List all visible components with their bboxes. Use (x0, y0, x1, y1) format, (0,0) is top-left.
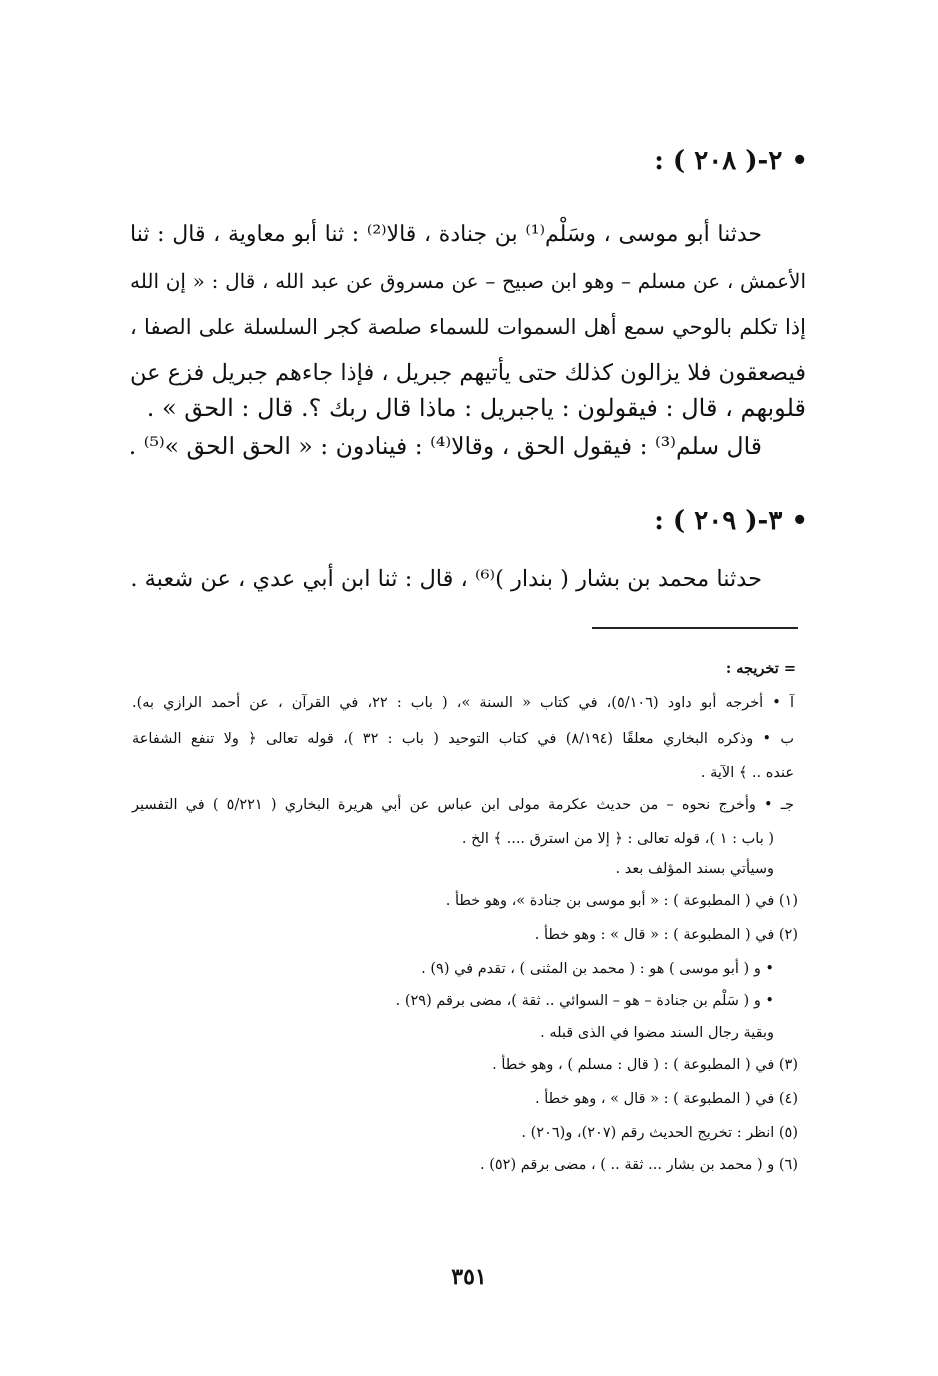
hadith-208-line-1: حدثنا أبو موسى ، وسَلْم⁽¹⁾ بن جنادة ، قالا⁽²⁾ : ثنا أبو معاوية ، قال : ثنا (130, 222, 762, 247)
hadith-209-line-1: حدثنا محمد بن بشار ( بندار )⁽⁶⁾ ، قال : ثنا ابن أبي عدي ، عن شعبة . (130, 566, 762, 592)
hadith-208-line-6: قال سلم⁽³⁾ : فيقول الحق ، وقالا⁽⁴⁾ : فينادون : « الحق الحق »⁽⁵⁾ . (128, 432, 762, 460)
footnote-line: ب • وذكره البخاري معلقًا (٨/١٩٤) في كتاب التوحيد ( باب : ٣٢ )، قوله تعالى ﴿ ولا تنفع الشفاعة (132, 731, 794, 747)
footnote-line: وسيأتي بسند المؤلف بعد . (615, 861, 774, 877)
footnote-line: وبقية رجال السند مضوا في الذى قبله . (540, 1025, 774, 1041)
footnote-separator (592, 627, 798, 629)
hadith-heading-209: • ٣-( ٢٠٩ ) : (654, 506, 808, 536)
hadith-208-line-5: قلوبهم ، قال : فيقولون : ياجبريل : ماذا قال ربك ؟. قال : الحق » . (146, 394, 806, 422)
footnote-line: (٥) انظر : تخريج الحديث رقم (٢٠٧)، و(٢٠٦) . (521, 1125, 798, 1141)
hadith-208-line-3: إذا تكلم بالوحي سمع أهل السموات للسماء صلصة كجر السلسلة على الصفا ، (130, 315, 806, 339)
hadith-208-line-2: الأعمش ، عن مسلم – وهو ابن صبيح – عن مسروق عن عبد الله ، قال : « إن الله (130, 269, 806, 293)
hadith-heading-208: • ٢-( ٢٠٨ ) : (654, 146, 808, 176)
footnotes-title: = تخريجه : (725, 660, 796, 677)
footnote-line: ( باب : ١ )، قوله تعالى : ﴿ إلا من استرق .... ﴾ الخ . (461, 831, 774, 847)
footnote-line: (٦) و ( محمد بن بشار ... ثقة .. ) ، مضى برقم (٥٢) . (480, 1157, 798, 1173)
footnote-line: • و ( أبو موسى ) هو : ( محمد بن المثنى ) ، تقدم في (٩) . (421, 961, 774, 977)
hadith-208-line-4: فيصعقون فلا يزالون كذلك حتى يأتيهم جبريل ، فإذا جاءهم جبريل فزع عن (130, 360, 806, 386)
footnote-line: (١) في ( المطبوعة ) : « أبو موسى بن جنادة »، وهو خطأ . (445, 893, 798, 909)
page-number: ٣٥١ (451, 1264, 487, 1290)
footnote-line: عنده .. ﴾ الآية . (700, 765, 794, 781)
footnote-line: (٣) في ( المطبوعة ) : ( قال : مسلم ) ، وهو خطأ . (492, 1057, 798, 1073)
footnote-line: • و ( سَلْم بن جنادة – هو – السوائي .. ثقة )، مضى برقم (٢٩) . (395, 993, 774, 1009)
footnote-line: آ • أخرجه أبو داود (٥/١٠٦)، في كتاب « السنة »، ( باب : ٢٢، في القرآن ، عن أحمد الرازي به). (132, 695, 794, 711)
footnote-line: (٢) في ( المطبوعة ) : « قال » : وهو خطأ . (534, 927, 798, 943)
footnote-line: (٤) في ( المطبوعة ) : « قال » ، وهو خطأ . (535, 1091, 798, 1107)
footnote-line: جـ • وأخرج نحوه – من حديث عكرمة مولى ابن عباس عن أبي هريرة البخاري ( ٥/٢٢١ ) في التفسير (132, 797, 794, 813)
